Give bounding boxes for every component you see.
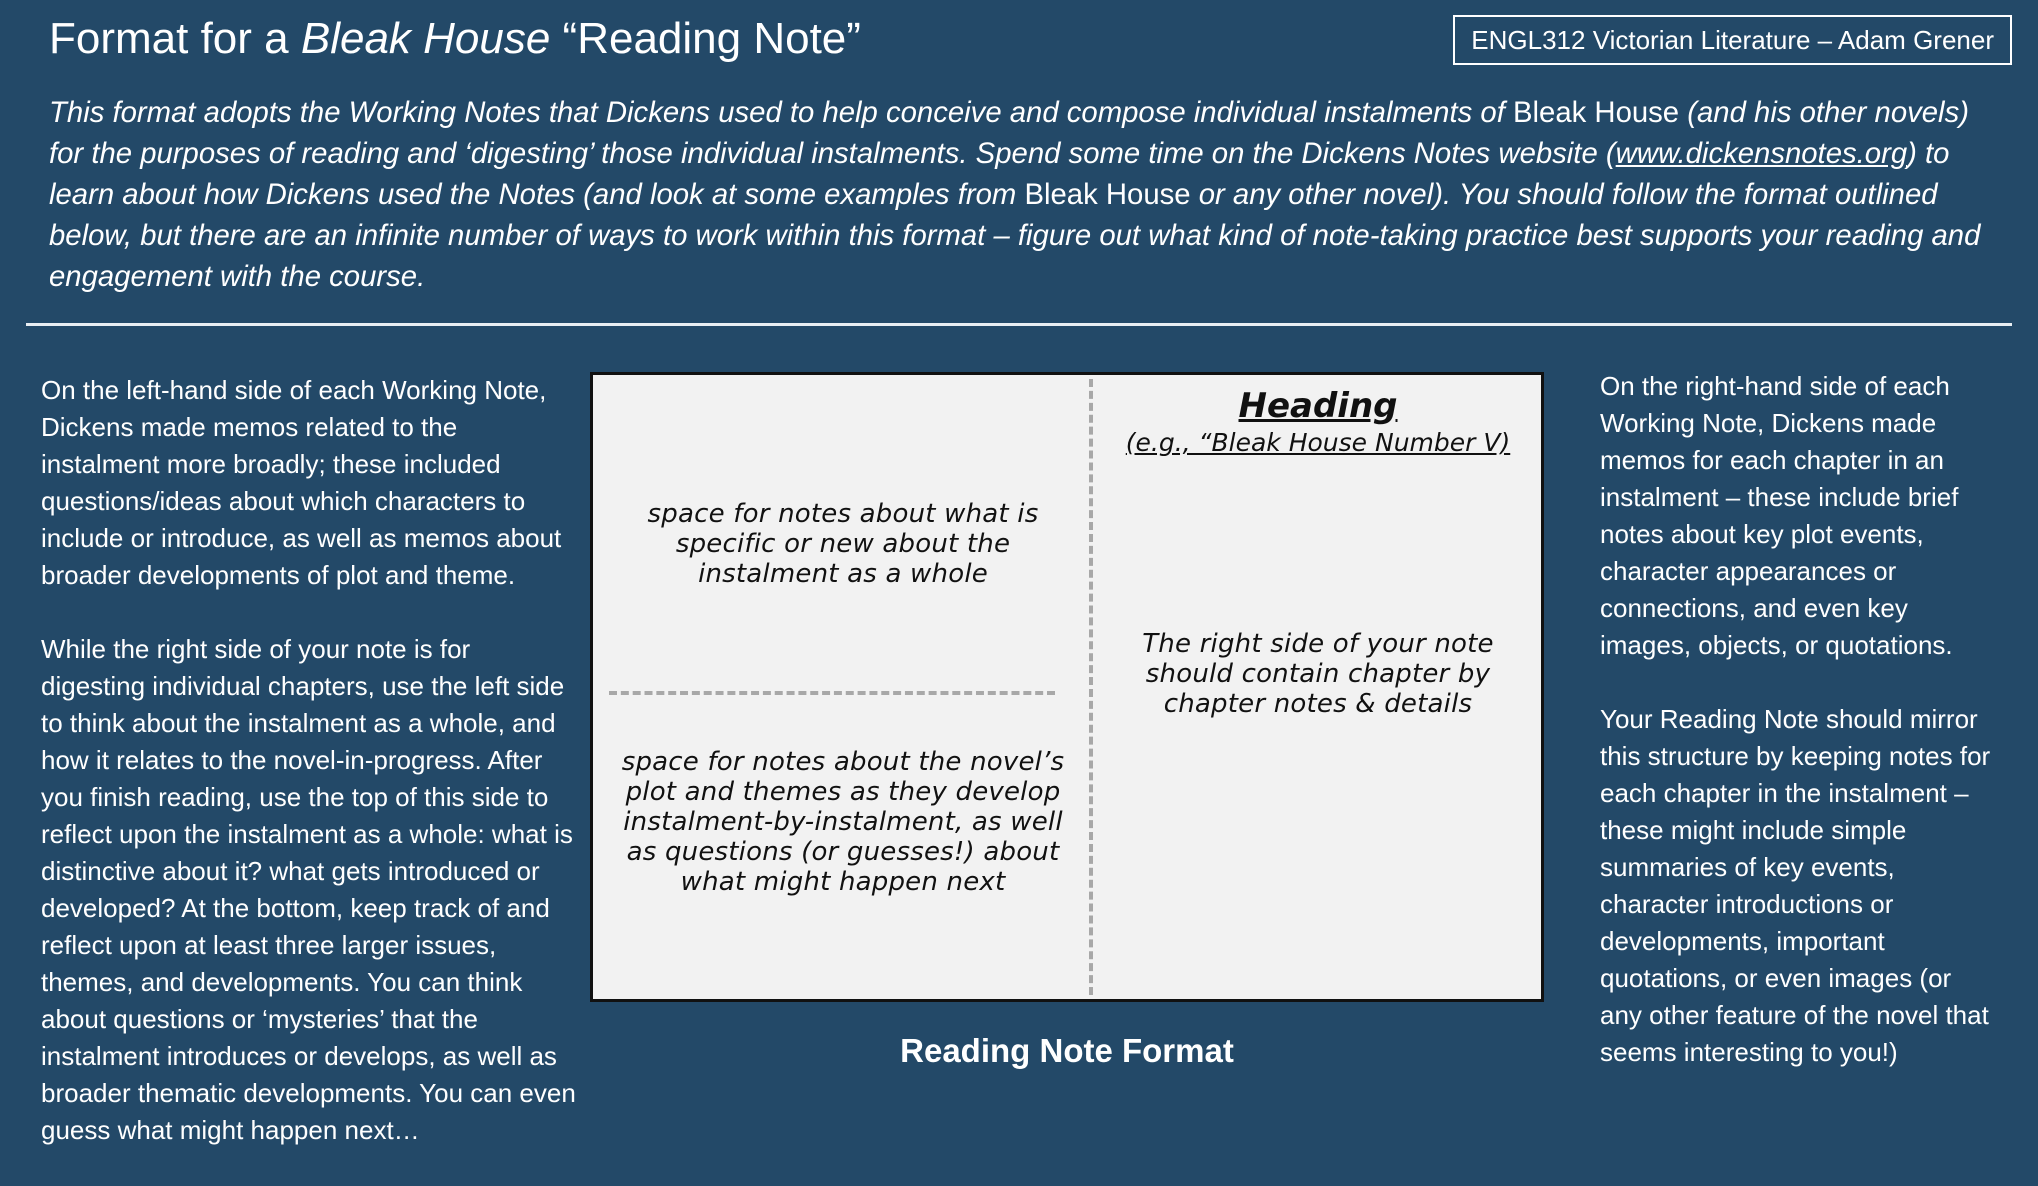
title-suffix: “Reading Note”	[550, 14, 861, 63]
page-title	[49, 14, 861, 64]
vertical-dashed-divider	[1089, 379, 1093, 995]
course-label: ENGL312 Victorian Literature – Adam Grener	[1453, 15, 2012, 65]
horizontal-dashed-divider	[609, 691, 1055, 695]
intro-part-1: This format adopts the Working Notes that Dickens used to help conceive and compose individual instalments of	[49, 96, 1513, 129]
title-prefix: Format for a	[49, 14, 301, 63]
intro-part-4: or any other novel). You should follow the format outlined below, but there are an infinite number of ways to work within this format – figure out what kind of note-taking practice best supports your reading and engagement with the course.	[49, 178, 1981, 293]
right-paragraph-1: On the right-hand side of each Working Note, Dickens made memos for each chapter in an instalment – these include brief notes about key plot events, character appearances or connections, and even key images, objects, or quotations.	[1600, 371, 1959, 660]
left-paragraph-1: On the left-hand side of each Working Note, Dickens made memos related to the instalment more broadly; these included questions/ideas about which characters to include or introduce, as well as memos about broader developments of plot and theme.	[41, 375, 562, 590]
intro-part-2: (and his other novels) for the purposes of reading and ‘digesting’ those individual instalments. Spend some time on the Dickens Notes website (	[49, 96, 1969, 170]
bottom-left-note: space for notes about the novel’s plot and themes as they develop instalment-by-instalment, as well as questions (or guesses!) about what might happen next	[621, 747, 1065, 897]
top-left-note: space for notes about what is specific or new about the instalment as a whole	[647, 499, 1039, 589]
section-divider	[26, 323, 2012, 326]
intro-book-2: Bleak House	[1024, 178, 1191, 211]
intro-paragraph	[49, 92, 1999, 297]
left-paragraph-2: While the right side of your note is for digesting individual chapters, use the left side to think about the instalment as a whole, and how it relates to the novel-in-progress. After you finish reading, use the top of this side to reflect upon the instalment as a whole: what is distinctive about it? what gets introduced or developed? At the bottom, keep track of and reflect upon at least three larger issues, themes, and developments. You can think about questions or ‘mysteries’ that the instalment introduces or develops, as well as broader thematic developments. You can even guess what might happen next…	[41, 634, 576, 1145]
dickensnotes-link[interactable]: www.dickensnotes.org	[1615, 137, 1908, 170]
left-column	[41, 372, 581, 1186]
heading-label: Heading	[1238, 386, 1398, 426]
right-column	[1600, 368, 2000, 1108]
reading-note-diagram	[590, 372, 1544, 1002]
diagram-caption: Reading Note Format	[900, 1032, 1234, 1069]
right-paragraph-2: Your Reading Note should mirror this structure by keeping notes for each chapter in the instalment – these might include simple summaries of key events, character introductions or developments, important quotations, or even images (or any other feature of the novel that seems interesting to you!)	[1600, 704, 1991, 1067]
intro-book-1: Bleak House	[1512, 96, 1680, 129]
title-book: Bleak House	[300, 14, 551, 63]
diagram-heading	[1103, 385, 1533, 459]
heading-example: (e.g., “Bleak House Number V)	[1125, 428, 1511, 457]
intro-part-3: ) to learn about how Dickens used the Notes (and look at some examples from	[49, 137, 1950, 211]
right-note: The right side of your note should contain chapter by chapter notes & details	[1142, 629, 1494, 719]
